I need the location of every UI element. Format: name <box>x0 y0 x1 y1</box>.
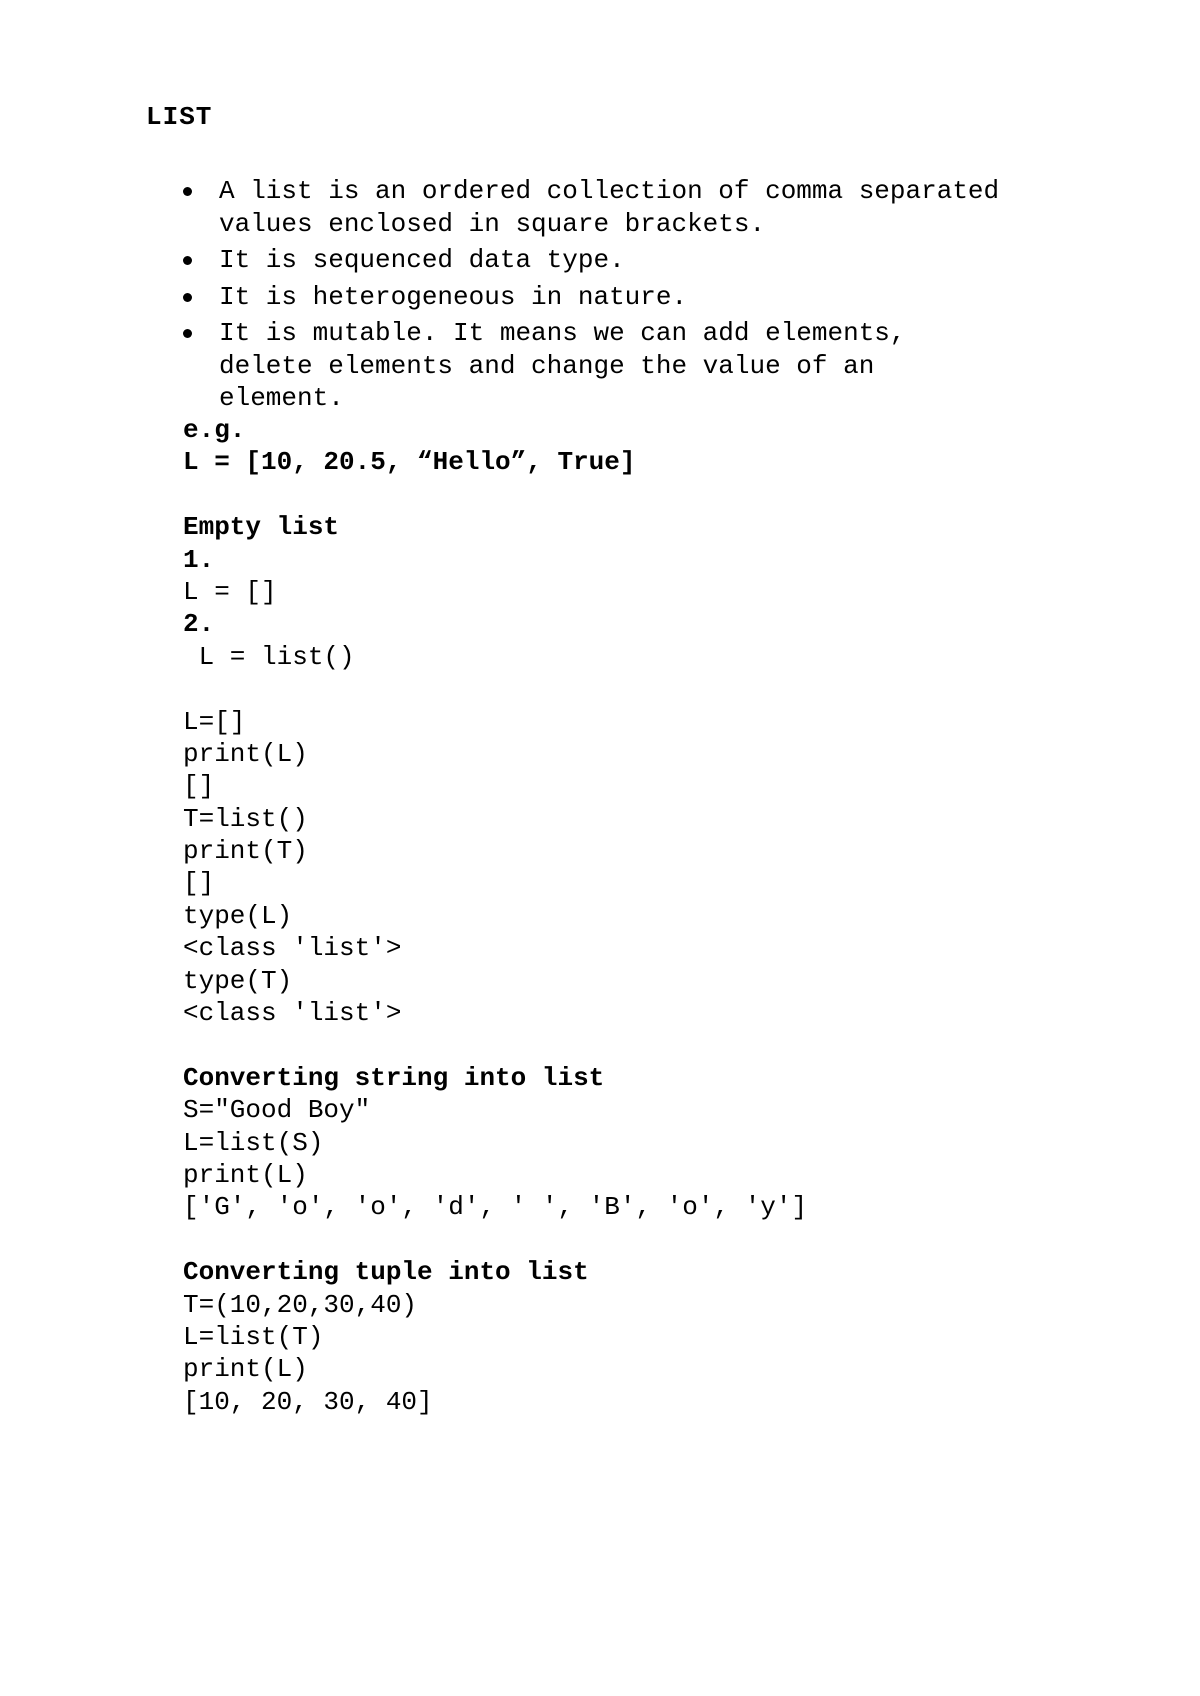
list-item <box>183 244 1003 277</box>
code-line: [10, 20, 30, 40] <box>183 1386 433 1417</box>
code-line: <class 'list'> <box>183 933 402 964</box>
code-line: type(T) <box>183 965 293 996</box>
example-code: L = [10, 20.5, “Hello”, True] <box>183 447 636 478</box>
list-item-text: It is sequenced data type. <box>219 245 625 275</box>
code-line: T=list() <box>183 803 308 834</box>
bullet-icon <box>183 187 192 196</box>
list-item-text: A list is an ordered collection of comma separated values enclosed in square brackets. <box>219 176 1000 239</box>
code-line: print(L) <box>183 1354 308 1385</box>
code-line: print(T) <box>183 836 308 867</box>
string-section-heading: Converting string into list <box>183 1062 605 1093</box>
tuple-section-heading: Converting tuple into list <box>183 1257 589 1288</box>
list-item-text: It is heterogeneous in nature. <box>219 281 688 312</box>
list-item <box>183 281 1003 314</box>
code-line: type(L) <box>183 900 293 931</box>
code-line: S="Good Boy" <box>183 1095 371 1126</box>
code-line: L = list() <box>183 641 355 672</box>
step-number: 2. <box>183 609 215 640</box>
bullet-icon <box>183 256 192 265</box>
example-label: e.g. <box>183 415 246 445</box>
list-item-text: It is mutable. It means we can add elements, delete elements and change the value of an element. <box>219 318 906 413</box>
body-content <box>183 414 1083 1418</box>
code-line: [] <box>183 868 215 899</box>
code-line: [] <box>183 771 215 802</box>
code-line: L=list(S) <box>183 1127 324 1158</box>
code-line: print(L) <box>183 738 308 769</box>
code-line: T=(10,20,30,40) <box>183 1289 418 1320</box>
step-number: 1. <box>183 544 215 575</box>
code-line: L=list(T) <box>183 1321 324 1352</box>
definition-list <box>183 175 1003 419</box>
code-line: L = [] <box>183 576 277 607</box>
empty-list-heading: Empty list <box>183 512 340 543</box>
code-line: L=[] <box>183 706 246 737</box>
list-item <box>183 317 1003 415</box>
page-title: LIST <box>146 102 213 132</box>
code-line: print(L) <box>183 1159 308 1190</box>
list-item <box>183 175 1003 240</box>
code-line: ['G', 'o', 'o', 'd', ' ', 'B', 'o', 'y'] <box>183 1192 808 1223</box>
bullet-icon <box>183 293 192 302</box>
code-line: <class 'list'> <box>183 998 402 1029</box>
bullet-icon <box>183 329 192 338</box>
